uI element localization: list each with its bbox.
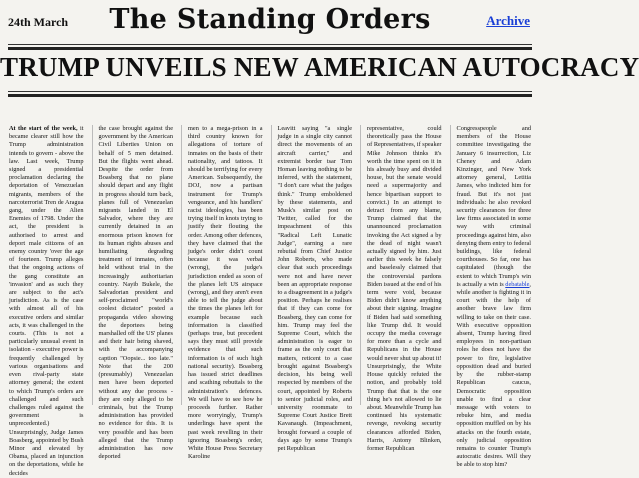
masthead-rule-thin	[8, 44, 532, 45]
headline: TRUMP UNVEILS NEW AMERICAN AUTOCRACY	[0, 52, 639, 82]
inline-article-link[interactable]: debatable	[505, 280, 530, 288]
masthead	[0, 0, 540, 44]
article-column-text: Leavitt saying "a single judge in a single city cannot direct the movements of an aircraft carrier," and extremist border tsar Tom Homan leaving nothing to be inferred, with the statement, "I don't care what the judges think." Trump emboldened by these statements, and Musk's similar post on Twitter, called for the impeachment of this "Radical Left Lunatic Judge", earning a rare rebuttal from Chief Justice John Roberts, who made clear that such proceedings were not and have never been an appropriate response to a disagreement in a judge's position. Perhaps he realises that if they can come for Boasberg, they can come for him. Trump may feel the Supreme Court, which the administration is eager to frame as the only court that matters, reticent to a case brought against Boasberg's decision, his being well respected by members of the court, appointed by Roberts to senior judicial roles, and university roommate to Supreme Court Justice Brett Kavanaugh. (Impeachment, brought forward a couple of days ago by some Trump's pet Republican	[277, 125, 352, 452]
article-body	[9, 125, 531, 477]
headline-rule-thick	[8, 94, 532, 97]
masthead-rule-thick	[8, 47, 532, 50]
article-column-5	[360, 125, 442, 452]
article-column-text: Congresspeople and members of the House committee investigating the January 6 insurrection, Liz Cheney and Adam Kinzinger, and New York attorney general, Letitia James, who indicted him for fraud. But it's not just individuals: he also revoked security clearances for three law firms associated in some way with criminal proceedings against him, also denying them entry to federal buildings, like federal courthouses. So far, one has capitulated (though the extent to which Trump's win is actually a win is	[456, 125, 531, 288]
article-column-4	[271, 125, 353, 452]
article-column-text: men to a mega-prison in a third country known for allegations of torture of inmates on the basis of their nationality, and tattoos. It should be terrifying for every American. Subsequently, the DOJ, now a partisan instrument for Trump's vengeance, and his handlers' racist ideologies, has been trying itself in knots trying to justify their flouting the order. Among other defences, they have claimed that the judge's order didn't count because it was verbal (wrong), the judge's jurisdiction ended as soon of the planes left US airspace (wrong), and they aren't even able to tell the judge about the times the planes left for example because such information is classified (perhaps true, but precedent says they must still provide evidence that such information is of such high national security). Boasberg has issued strict deadlines and scathing rebuttals to the administration's defences. We will have to see how he proceeds further. Rather more worryingly, Trump's underlings have spent the past week revelling in their ignoring Boasberg's order, White House Press Secretary Karoline	[188, 125, 263, 461]
article-lead: At the start of the week,	[9, 125, 78, 132]
article-column-text: representative, could theoretically pass the House of Representatives, if speaker Mike Johnson thinks it's worth the time spent on it in his already busy and divided house, but the senate would need a supermajority and hence bipartisan support to convict.) In an attempt to detract from any blame, Trump claimed that the unannounced proclamation invoking the Act signed a by the dead of night wasn't actually signed by him. Just earlier this week he falsely and baselessly claimed that the controversial pardons Biden issued at the end of his term were void, because Biden didn't know anything about their signing. Imagine if Biden had said something like Trump did. It would occupy the media coverage for more than a cycle and Republicans in the House would never shut up about it! Unsurprisingly, the White House quickly refuted the notion, and probably told Trump that that is the one thing he's not allowed to lie about. Meanwhile Trump has continued his systematic revenge, revoking security clearances afforded Biden, Harris, Antony Blinken, former Republican	[367, 125, 442, 452]
article-column-2	[92, 125, 174, 461]
article-column-text: it became clearer still how the Trump administration intends to govern - above the law. Last week, Trump signed a presidential proclamation declaring the deportation of Venezuelan migrants, members of the narcoterrorist Tren de Aragua gang, under the Alien Enemies of 1798. Under the act, the president is authorised to arrest and deport male citizens of an enemy country 'over the age of fourteen. Trump alleges that the ongoing actions of the gang constitute an 'invasion' and as such they are subject to the act's jurisdiction. As is the case with almost all of his executive orders and similar acts, it was challenged in the courts. (This is not a particularly unusual event in isolation - executive power is frequently challenged by various organisations and even rival-party state attorney general; the extent to which Trump's orders are challenged and such challenges ruled against the government is unprecedented.) Unsurprisingly, Judge James Boasberg, appointed by Bush Minor and elevated by Obama, placed an injunction on the deportations, while he decides	[9, 125, 84, 477]
issue-date: 24th March	[8, 15, 69, 29]
headline-rule-thin	[8, 91, 532, 92]
article-column-text: , while another is fighting it in court with the help of another brave law firm willing to take on their case. With executive opposition absent, Trump having fired employees in non-partisan roles he does not have the power to fire, legislative opposition dead and buried by the rubber-stamp Republican caucus, Democratic opposition unable to find a clear message with voters to rebuke him, and media opposition muffled on by his attacks on the fourth estate, only judicial opposition remains to counter Trump's autocratic desires. Will they be able to stop him?	[456, 280, 531, 469]
article-column-1	[9, 125, 84, 477]
newspaper-title: The Standing Orders	[109, 4, 431, 35]
article-column-3	[181, 125, 263, 461]
article-column-6	[450, 125, 532, 469]
article-column-text: the case brought against the government by the American Civil Liberties Union on behalf of 5 men detained. But the flights went ahead. Despite the order from Boasberg that no plane should depart and any flight in progress should turn back, planes full of Venezuelan migrants landed in El Salvador, where they are currently detained in an enormous prison known for its human rights abuses and humiliating degrading treatment of inmates, often held without trial in the increasingly authoritarian country. Nayib Bukele, the Salvadorian president and self-proclaimed "world's coolest dictator" posted a propaganda video showing the deportees being marshalled off the US' planes and their hair being shaved, with the accompanying caption "Oopsie... too late." Note that the 200 (presumably) Venezuelan men have been deported without any due process - they are only alleged to be criminals, but the Trump administration has provided no evidence for this. It is very possible and has been alleged that the Trump administration has now deported	[98, 125, 173, 461]
archive-link[interactable]: Archive	[486, 13, 530, 28]
